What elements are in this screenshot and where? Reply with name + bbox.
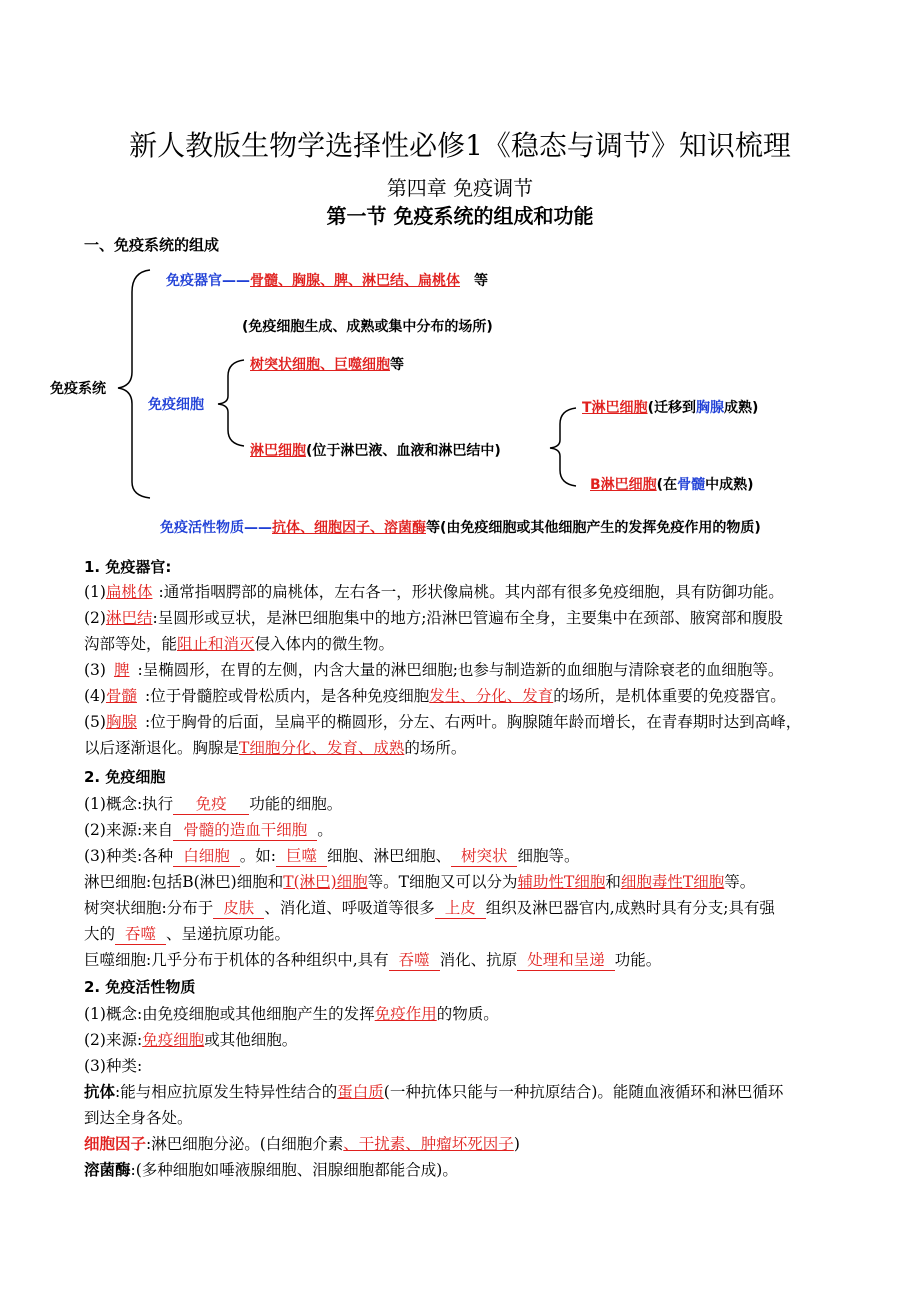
s2-mac-fill-2: 处理和呈递 [517, 950, 615, 971]
chapter-title: 第四章 免疫调节 [386, 176, 534, 200]
s2-lymph [84, 870, 755, 892]
s1-spleen [84, 658, 783, 680]
marrow-fill: 发生、分化、发育 [429, 687, 554, 705]
s2-dc-fill-2: 上皮 [435, 898, 486, 919]
s2-c3-fill-3: 树突状 [451, 846, 518, 867]
t-place: 胸腺 [695, 400, 724, 416]
s3-concept [84, 1002, 499, 1024]
s2-dc-c: 组织及淋巴器官内,成熟时具有分支;具有强 [485, 899, 775, 917]
active-note: 等(由免疫细胞或其他细胞产生的发挥免疫作用的物质) [426, 520, 761, 536]
b-cell-row [590, 474, 753, 494]
s2-heading: 2. 免疫细胞 [84, 768, 166, 786]
antibody-text-b: (一种抗体只能与一种抗原结合)。能随血液循环和淋巴循环 [383, 1083, 784, 1101]
s2-dc-a: 树突状细胞:分布于 [84, 899, 214, 917]
s2-mac-b: 消化、抗原 [439, 951, 518, 969]
cytokine-fill: 、干扰素、肿瘤坏死因子 [343, 1135, 514, 1153]
s1-thymus-2 [84, 736, 466, 758]
lysozyme-text: :(多种细胞如唾液腺细胞、泪腺细胞都能合成)。 [130, 1161, 458, 1179]
s3-p2a: (2)来源: [84, 1031, 143, 1049]
s2-ly-fill-1: T(淋巴)细胞 [283, 873, 368, 891]
node-text-2b: 侵入体内的微生物。 [254, 635, 395, 653]
s3-heading: 2. 免疫活性物质 [84, 978, 196, 996]
s2-c3a: (3)种类:各种 [84, 847, 174, 865]
node-text: :呈圆形或豆状，是淋巴细胞集中的地方;沿淋巴管遍布全身，主要集中在颈部、腋窝部和腹股 [152, 609, 783, 627]
t-note-1: (迁移到 [647, 400, 696, 416]
cell-a-suffix: 等 [390, 357, 404, 373]
organ-note: (免疫细胞生成、成熟或集中分布的场所) [242, 319, 493, 335]
tonsil-text: :通常指咽腭部的扁桃体，左右各一，形状像扁桃。其内部有很多免疫细胞，具有防御功能。 [158, 583, 784, 601]
s3-lysozyme [84, 1158, 458, 1180]
s2-c2b: 。 [317, 821, 333, 839]
s1-tonsil [84, 580, 784, 602]
spleen-num: (3) [84, 661, 106, 679]
s2-mac-a: 巨噬细胞:几乎分布于机体的各种组织中,具有 [84, 951, 389, 969]
node-fill: 阻止和消灭 [177, 635, 255, 653]
s2-types [84, 844, 580, 867]
thymus-text-2a: 以后逐渐退化。胸腺是 [84, 739, 240, 757]
b-place: 骨髓 [677, 477, 706, 493]
tonsil-num: (1) [84, 583, 106, 601]
lysozyme-label: 溶菌酶 [84, 1161, 131, 1179]
s2-ly-fill-2: 辅助性T细胞 [517, 873, 606, 891]
s1-heading: 1. 免疫器官: [84, 558, 172, 576]
t-note-2: 成熟) [723, 400, 759, 416]
thymus-num: (5) [84, 713, 106, 731]
s1-thymus [84, 710, 801, 732]
s2-dc-fill-3: 吞噬 [115, 924, 166, 945]
tonsil-name: 扁桃体 [105, 583, 153, 601]
organ-suffix: 等 [474, 273, 488, 289]
cell-label: 免疫细胞 [148, 397, 204, 413]
s2-c3c: 细胞、淋巴细胞、 [326, 847, 451, 865]
organ-row [166, 270, 488, 290]
t-cell: T淋巴细胞 [582, 400, 648, 416]
s2-ly-fill-3: 细胞毒性T细胞 [620, 873, 725, 891]
spleen-text: :呈椭圆形，在胃的左侧，内含大量的淋巴细胞;也参与制造新的血细胞与清除衰老的血细胞等。 [137, 661, 784, 679]
s3-types: (3)种类: [84, 1057, 143, 1075]
lymph-row [250, 440, 501, 460]
organ-label: 免疫器官—— [166, 273, 250, 289]
organ-list: 骨髓、胸腺、脾、淋巴结、扁桃体 [250, 273, 460, 289]
s3-p2b: 或其他细胞。 [204, 1031, 298, 1049]
s2-concept [84, 792, 342, 815]
lymph-label: 淋巴细胞 [250, 443, 306, 459]
s2-c3d: 细胞等。 [517, 847, 580, 865]
s2-c1-fill: 免疫 [173, 794, 249, 815]
part1-heading: 一、免疫系统的组成 [84, 236, 220, 254]
antibody-fill: 蛋白质 [337, 1083, 384, 1101]
s2-c2-fill: 骨髓的造血干细胞 [173, 820, 317, 841]
thymus-name: 胸腺 [105, 713, 137, 731]
s1-marrow [84, 684, 786, 706]
s2-dc-d: 大的 [84, 925, 116, 943]
diagram-root: 免疫系统 [50, 381, 106, 397]
active-row [160, 517, 761, 537]
s3-antibody [84, 1080, 783, 1102]
s2-ly-d: 等。 [724, 873, 756, 891]
s2-mac-fill-1: 吞噬 [389, 950, 440, 971]
antibody-text-a: :能与相应抗原发生特异性结合的 [115, 1083, 338, 1101]
cytokine-text-a: :淋巴细胞分泌。(白细胞介素 [146, 1135, 344, 1153]
s1-node-2 [84, 632, 394, 654]
s2-ly-a: 淋巴细胞:包括B(淋巴)细胞和 [84, 873, 284, 891]
t-cell-row [582, 397, 758, 417]
cytokine-label: 细胞因子 [84, 1135, 147, 1153]
s2-c2a: (2)来源:来自 [84, 821, 174, 839]
s3-source [84, 1028, 297, 1050]
s2-macrophage [84, 948, 661, 971]
active-label: 免疫活性物质—— [160, 520, 272, 536]
b-note-2: 中成熟) [705, 477, 754, 493]
s3-p1a: (1)概念:由免疫细胞或其他细胞产生的发挥 [84, 1005, 375, 1023]
s2-dc-b: 、消化道、呼吸道等很多 [264, 899, 435, 917]
b-cell: B淋巴细胞 [590, 477, 657, 493]
marrow-text-1: :位于骨髓腔或骨松质内，是各种免疫细胞 [144, 687, 430, 705]
page-title: 新人教版生物学选择性必修1《稳态与调节》知识梳理 [129, 129, 791, 162]
node-text-2a: 沟部等处，能 [84, 635, 178, 653]
s2-dc-fill-1: 皮肤 [213, 898, 264, 919]
s2-dendritic-2 [84, 922, 290, 945]
s2-ly-b: 等。T细胞又可以分为 [367, 873, 518, 891]
antibody-label: 抗体 [84, 1083, 116, 1101]
s2-source [84, 818, 333, 841]
spleen-name: 脾 [113, 661, 130, 679]
s2-dc-e: 、呈递抗原功能。 [166, 925, 291, 943]
marrow-name: 骨髓 [105, 687, 137, 705]
s2-ly-c: 和 [605, 873, 621, 891]
s2-c1b: 功能的细胞。 [249, 795, 343, 813]
s3-cytokine [84, 1132, 520, 1154]
s2-dendritic [84, 896, 775, 919]
marrow-text-2: 的场所，是机体重要的免疫器官。 [553, 687, 786, 705]
s2-mac-c: 功能。 [614, 951, 662, 969]
thymus-text-2b: 的场所。 [404, 739, 467, 757]
thymus-text: :位于胸骨的后面，呈扁平的椭圆形，分左、右两叶。胸腺随年龄而增长，在青春期时达到高峰， [144, 713, 802, 731]
cell-a: 树突状细胞、巨噬细胞 [250, 357, 390, 373]
s3-antibody-2: 到达全身各处。 [84, 1109, 193, 1127]
cytokine-text-b: ) [513, 1135, 520, 1153]
section-title: 第一节 免疫系统的组成和功能 [326, 204, 594, 228]
cell-a-row [250, 354, 404, 374]
lymph-note: (位于淋巴液、血液和淋巴结中) [306, 443, 501, 459]
s2-c3-fill-1: 白细胞 [173, 846, 240, 867]
node-name: 淋巴结 [105, 609, 153, 627]
s3-p1b: 的物质。 [436, 1005, 499, 1023]
s2-c3b: 。如: [239, 847, 276, 865]
s3-p1-fill: 免疫作用 [374, 1005, 437, 1023]
thymus-fill: T细胞分化、发育、成熟 [239, 739, 405, 757]
s3-p2-fill: 免疫细胞 [142, 1031, 205, 1049]
node-num: (2) [84, 609, 106, 627]
active-list: 抗体、细胞因子、溶菌酶 [272, 520, 426, 536]
s2-c1a: (1)概念:执行 [84, 795, 174, 813]
s1-node [84, 606, 783, 628]
b-note-1: (在 [656, 477, 678, 493]
marrow-num: (4) [84, 687, 106, 705]
s2-c3-fill-2: 巨噬 [276, 846, 327, 867]
